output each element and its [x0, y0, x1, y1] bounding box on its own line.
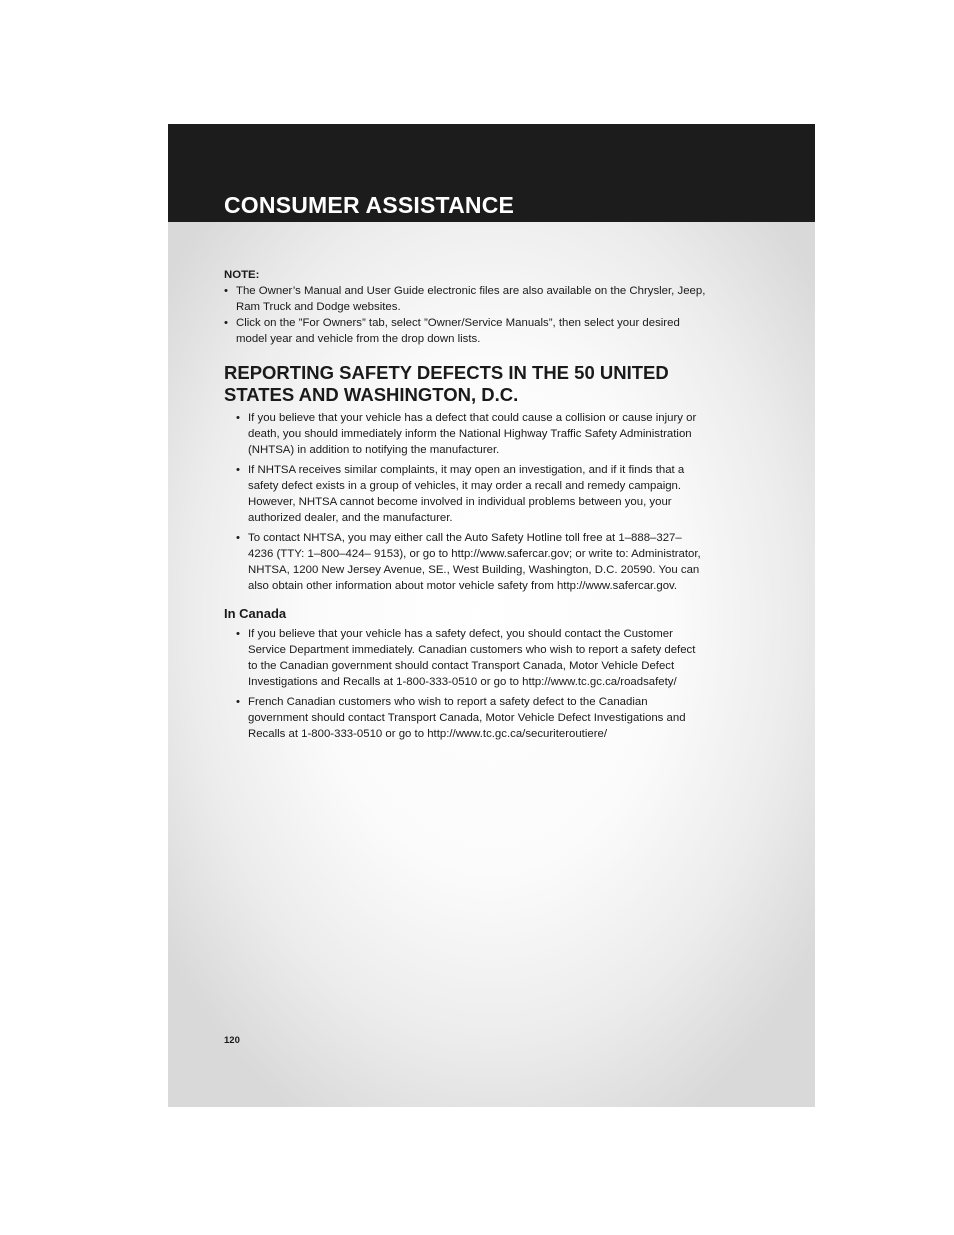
list-item-text: If NHTSA receives similar complaints, it may open an investigation, and if it finds that a safety defect exists in a group of vehicles, it may order a recall and remedy campaign. However, NHTSA cannot become involved in individual problems between you, your authorized dealer, and the manufacturer.: [248, 464, 685, 524]
list-item: [224, 530, 706, 594]
list-item-text: If you believe that your vehicle has a defect that could cause a collision or cause injury or death, you should immediately inform the National Highway Traffic Safety Administration (NHTSA) in addition to notifying the manufacturer.: [248, 412, 697, 456]
list-item: [224, 410, 706, 458]
page-number: 120: [224, 1035, 240, 1046]
list-item: [224, 694, 706, 742]
note-label: NOTE:: [224, 269, 260, 281]
manual-page: [168, 124, 815, 1107]
bullet-icon: •: [236, 532, 240, 544]
bullet-icon: •: [224, 317, 228, 329]
section-title: CONSUMER ASSISTANCE: [224, 192, 515, 218]
reporting-heading: REPORTING SAFETY DEFECTS IN THE 50 UNITED STATES AND WASHINGTON, D.C.: [224, 362, 669, 405]
list-item-text: French Canadian customers who wish to report a safety defect to the Canadian government should contact Transport Canada, Motor Vehicle Defect Investigations and Recalls at 1-800-333-0510 or go to http://www.tc.gc.ca/securiteroutiere/: [248, 696, 686, 740]
note-list: [224, 283, 706, 347]
canada-heading: In Canada: [224, 606, 287, 621]
page-content: [224, 267, 706, 746]
note-item: [224, 283, 706, 315]
bullet-icon: •: [224, 285, 228, 297]
list-item: [224, 462, 706, 526]
reporting-list: [224, 410, 706, 594]
list-item-text: If you believe that your vehicle has a safety defect, you should contact the Customer Service Department immediately. Canadian customers who wish to report a safety defect to the Canadian government should contact Transport Canada, Motor Vehicle Defect Investigations and Recalls at 1-800-333-0510 or go to http://www.tc.gc.ca/roadsafety/: [248, 628, 696, 688]
list-item-text: To contact NHTSA, you may either call the Auto Safety Hotline toll free at 1–888–327–4236 (TTY: 1–800–424– 9153), or go to http://www.safercar.gov; or write to: Administrator, NHTSA, 1200 New Jersey Avenue, SE., West Building, Washington, D.C. 20590. You can also obtain other information about motor vehicle safety from http://www.safercar.gov.: [248, 532, 701, 592]
note-item: [224, 315, 706, 347]
canada-list: [224, 626, 706, 742]
list-item: [224, 626, 706, 690]
note-item-text: Click on the ”For Owners” tab, select ”Owner/Service Manuals”, then select your desired model year and vehicle from the drop down lists.: [236, 317, 680, 345]
note-item-text: The Owner’s Manual and User Guide electronic files are also available on the Chrysler, Jeep, Ram Truck and Dodge websites.: [236, 285, 706, 313]
bullet-icon: •: [236, 464, 240, 476]
header-band: [168, 124, 815, 222]
bullet-icon: •: [236, 412, 240, 424]
bullet-icon: •: [236, 696, 240, 708]
bullet-icon: •: [236, 628, 240, 640]
